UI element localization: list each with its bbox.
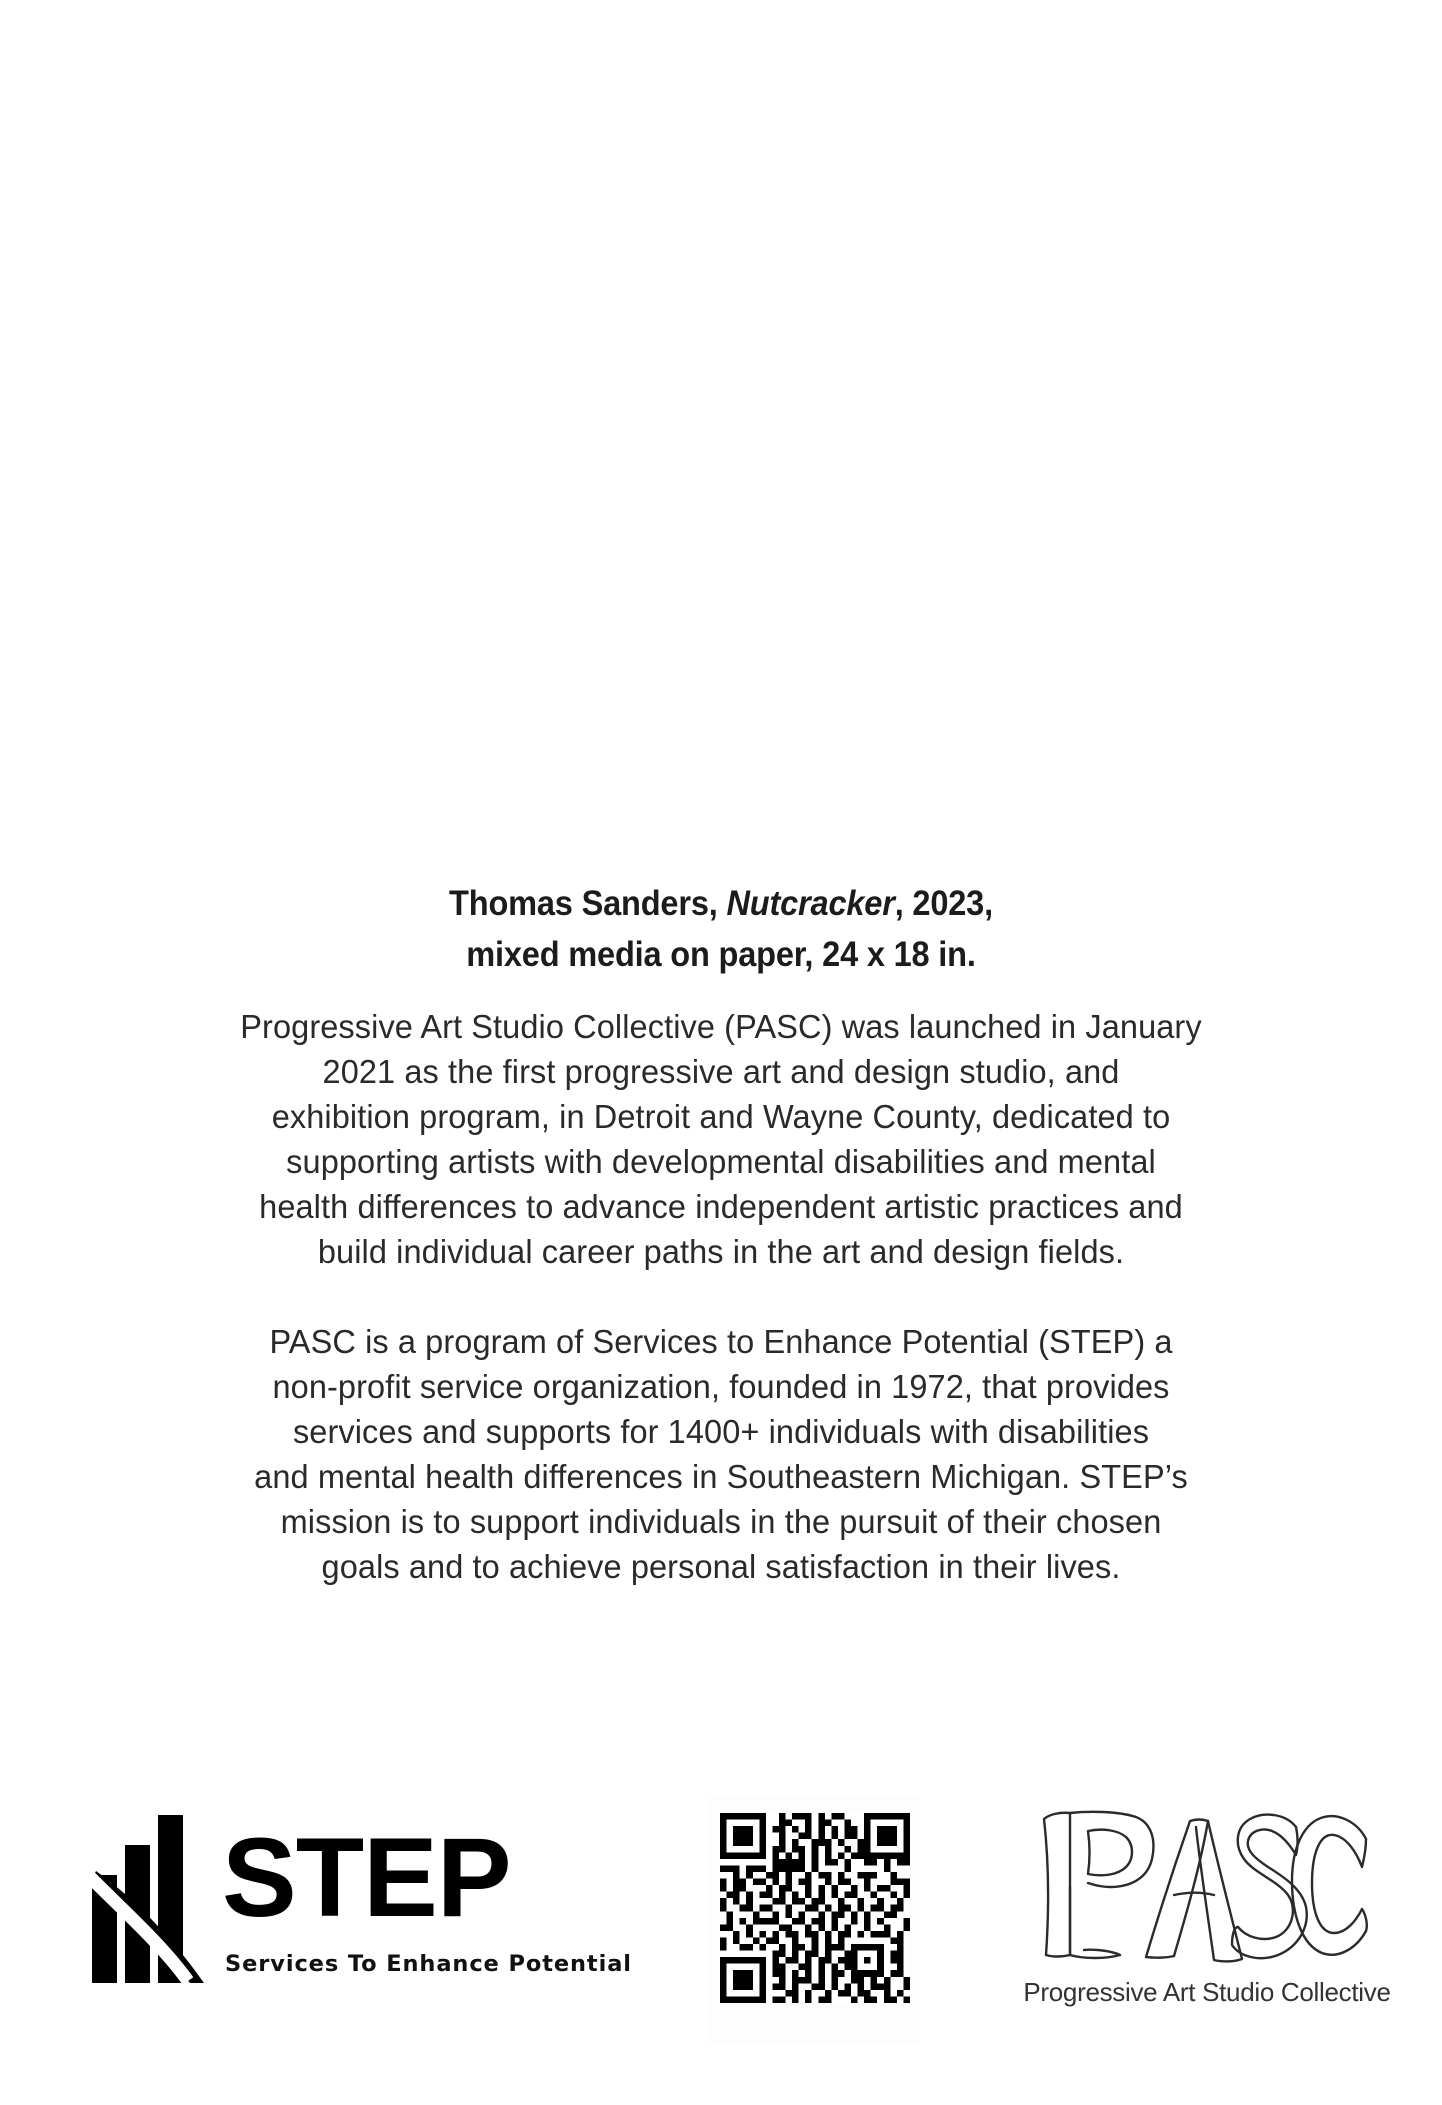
text-line: health differences to advance independent artistic practices and [259, 1188, 1183, 1225]
text-line: and mental health differences in Southeastern Michigan. STEP’s [254, 1458, 1188, 1495]
caption-year: , 2023, [894, 884, 993, 923]
paragraph-step-about [105, 1319, 1336, 1589]
step-wordmark: STEP [222, 1815, 511, 1940]
text-line: non-profit service organization, founded in 1972, that provides [272, 1368, 1170, 1405]
step-bars-swoosh-icon [92, 1815, 204, 1985]
step-tagline: Services To Enhance Potential [225, 1951, 632, 1977]
about-text [105, 1004, 1336, 1589]
pasc-tagline: Progressive Art Studio Collective [1023, 1977, 1391, 2007]
text-line: exhibition program, in Detroit and Wayne County, dedicated to [271, 1098, 1171, 1135]
qr-code[interactable] [720, 1813, 910, 2003]
text-line: Progressive Art Studio Collective (PASC) was launched in January [240, 1008, 1202, 1045]
qr-code-container[interactable] [708, 1795, 920, 2045]
text-line: PASC is a program of Services to Enhance Potential (STEP) a [269, 1323, 1173, 1360]
text-line: services and supports for 1400+ individuals with disabilities [292, 1413, 1150, 1450]
caption-line-2: mixed media on paper, 24 x 18 in. [466, 935, 976, 974]
caption-line-1 [50, 878, 1391, 929]
artwork-caption [50, 878, 1391, 980]
text-line: supporting artists with developmental disabilities and mental [286, 1143, 1156, 1180]
text-line: goals and to achieve personal satisfaction in their lives. [321, 1548, 1121, 1585]
step-logo [92, 1813, 632, 2013]
paragraph-pasc-about [105, 1004, 1336, 1274]
caption-artist: Thomas Sanders, [449, 884, 718, 923]
text-line: mission is to support individuals in the pursuit of their chosen [280, 1503, 1162, 1540]
caption-artwork-title: Nutcracker [726, 884, 895, 923]
text-line: build individual career paths in the art and design fields. [317, 1233, 1125, 1270]
pasc-handdrawn-wordmark-icon [1040, 1805, 1370, 1973]
pasc-logo [1022, 1805, 1392, 2035]
text-line: 2021 as the first progressive art and design studio, and [322, 1053, 1120, 1090]
logo-strip [0, 1795, 1442, 2055]
